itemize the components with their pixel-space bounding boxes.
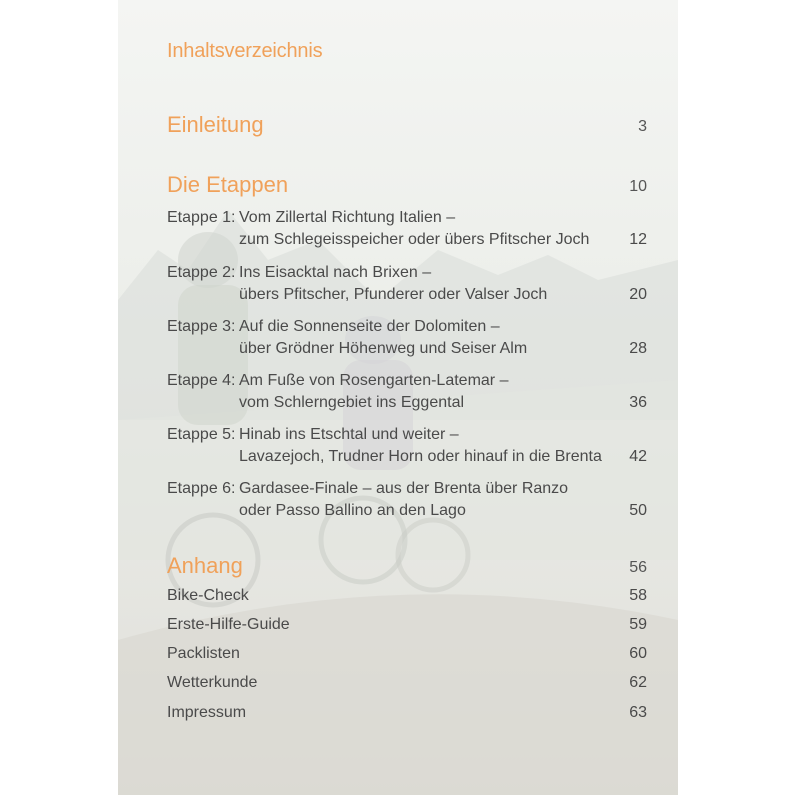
entry-title: Impressum [167, 704, 247, 721]
page-number: 20 [629, 286, 647, 303]
entry-label: Etappe 4: [167, 372, 236, 389]
entry-line-2: vom Schlerngebiet ins Eggental [239, 394, 465, 411]
toc-entry-packlisten[interactable] [167, 645, 647, 663]
section-etappen[interactable] [167, 172, 647, 198]
page-number: 3 [638, 118, 647, 135]
entry-title: Bike-Check [167, 587, 249, 604]
page-number: 10 [629, 178, 647, 195]
section-anhang[interactable] [167, 553, 647, 579]
entry-label: Etappe 2: [167, 264, 236, 281]
entry-line-2: zum Schlegeisspeicher oder übers Pfitscher Joch [239, 231, 590, 248]
page-number: 63 [629, 704, 647, 721]
entry-label: Etappe 1: [167, 209, 236, 226]
toc-title: Inhaltsverzeichnis [167, 40, 323, 62]
page-number: 28 [629, 340, 647, 357]
toc-entry-erste-hilfe[interactable] [167, 616, 647, 634]
page-number: 42 [629, 448, 647, 465]
entry-line-1: Hinab ins Etschtal und weiter – [239, 426, 459, 443]
page-number: 58 [629, 587, 647, 604]
page-number: 56 [629, 559, 647, 576]
entry-label: Etappe 5: [167, 426, 236, 443]
entry-line-1: Am Fuße von Rosengarten-Latemar – [239, 372, 509, 389]
entry-line-2: Lavazejoch, Trudner Horn oder hinauf in die Brenta [239, 448, 602, 465]
page-number: 12 [629, 231, 647, 248]
entry-label: Etappe 3: [167, 318, 236, 335]
entry-line-1: Gardasee-Finale – aus der Brenta über Ranzo [239, 480, 569, 497]
section-title: Einleitung [167, 112, 264, 137]
section-einleitung[interactable] [167, 112, 647, 138]
entry-title: Wetterkunde [167, 674, 258, 691]
entry-line-1: Ins Eisacktal nach Brixen – [239, 264, 432, 281]
toc-entry-wetterkunde[interactable] [167, 674, 647, 692]
entry-title: Erste-Hilfe-Guide [167, 616, 290, 633]
section-title: Die Etappen [167, 172, 289, 197]
entry-label: Etappe 6: [167, 480, 236, 497]
page-number: 59 [629, 616, 647, 633]
page-number: 50 [629, 502, 647, 519]
entry-line-2: übers Pfitscher, Pfunderer oder Valser Joch [239, 286, 548, 303]
entry-line-1: Vom Zillertal Richtung Italien – [239, 209, 456, 226]
page-number: 36 [629, 394, 647, 411]
page-number: 60 [629, 645, 647, 662]
entry-line-2: oder Passo Ballino an den Lago [239, 502, 466, 519]
entry-line-1: Auf die Sonnenseite der Dolomiten – [239, 318, 500, 335]
page-number: 62 [629, 674, 647, 691]
entry-title: Packlisten [167, 645, 240, 662]
toc-entry-impressum[interactable] [167, 704, 647, 722]
entry-line-2: über Grödner Höhenweg und Seiser Alm [239, 340, 528, 357]
section-title: Anhang [167, 553, 243, 578]
toc-entry-bike-check[interactable] [167, 587, 647, 605]
book-page [118, 0, 678, 795]
